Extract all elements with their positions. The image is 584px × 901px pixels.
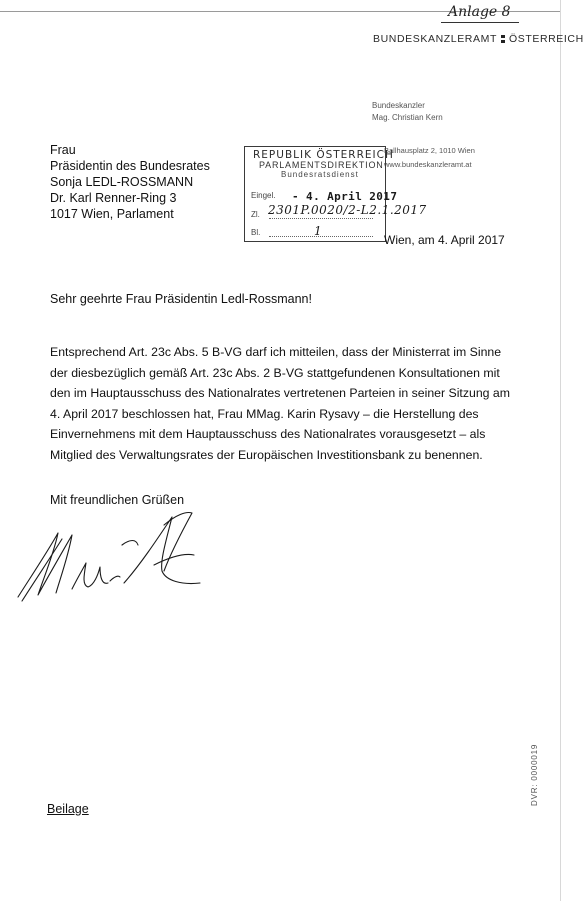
place-and-date: Wien, am 4. April 2017 [384,233,505,247]
stamp-department: Bundesratsdienst [281,170,359,179]
logo-text-left: BUNDESKANZLERAMT [373,33,497,45]
recipient-address [50,142,210,222]
stamp-label-zl: Zl. [251,210,260,219]
logo-mark-icon [501,35,505,43]
recipient-line-2: Präsidentin des Bundesrates [50,159,210,173]
dvr-number: DVR: 0000019 [530,743,539,806]
closing-phrase: Mit freundlichen Grüßen [50,493,185,507]
stamp-label-received: Eingel. [251,191,276,200]
annex-underline [441,22,519,23]
enclosure-label: Beilage [47,802,89,816]
stamp-label-bl: Bl. [251,228,261,237]
recipient-line-3: Sonja LEDL-ROSSMANN [50,175,194,189]
stamp-subtitle: PARLAMENTSDIREKTION [259,160,384,170]
recipient-line-5: 1017 Wien, Parlament [50,207,174,221]
letter-body: Entsprechend Art. 23c Abs. 5 B-VG darf ich mitteilen, dass der Ministerrat im Sinne der diesbezüglich gemäß Art. 23c Abs. 2 B-VG stattgefundenen Konsultationen mit den im Hauptausschuss des Nationalrates vertretenen Parteien in seiner Sitzung am 4. April 2017 beschlossen hat, Frau MMag. Karin Rysavy – die Herstellung des Einvernehmens mit dem Hauptausschuss des Nationalrates vorausgesetzt – als Mitglied des Verwaltungsrates der Europäischen Investitionsbank zu benennen. [50,345,511,462]
stamp-received-date: - 4. April 2017 [292,190,398,203]
page-right-edge [560,0,561,901]
stamp-row-received [251,191,276,200]
contact-web: www.bundeskanzleramt.at [384,160,472,169]
salutation: Sehr geehrte Frau Präsidentin Ledl-Rossmann! [50,292,312,306]
sender-title: Bundeskanzler [372,101,425,110]
recipient-line-1: Frau [50,143,76,157]
stamp-bl-handwritten: 1 [314,224,322,238]
handwritten-annex-note: Anlage 8 [448,4,511,20]
letterhead-logo [373,33,584,45]
recipient-line-4: Dr. Karl Renner-Ring 3 [50,191,177,205]
handwritten-signature-icon [14,505,214,615]
sender-name: Mag. Christian Kern [372,113,443,122]
contact-block [384,144,475,172]
stamp-zl-handwritten: 2301P.0020/2-L2.1.2017 [268,203,427,217]
stamp-row-bl [251,227,373,237]
logo-text-right: ÖSTERREICH [508,33,584,45]
contact-address: Ballhausplatz 2, 1010 Wien [384,146,475,155]
stamp-title: REPUBLIK ÖSTERREICH [253,149,394,161]
sender-block [372,100,443,124]
